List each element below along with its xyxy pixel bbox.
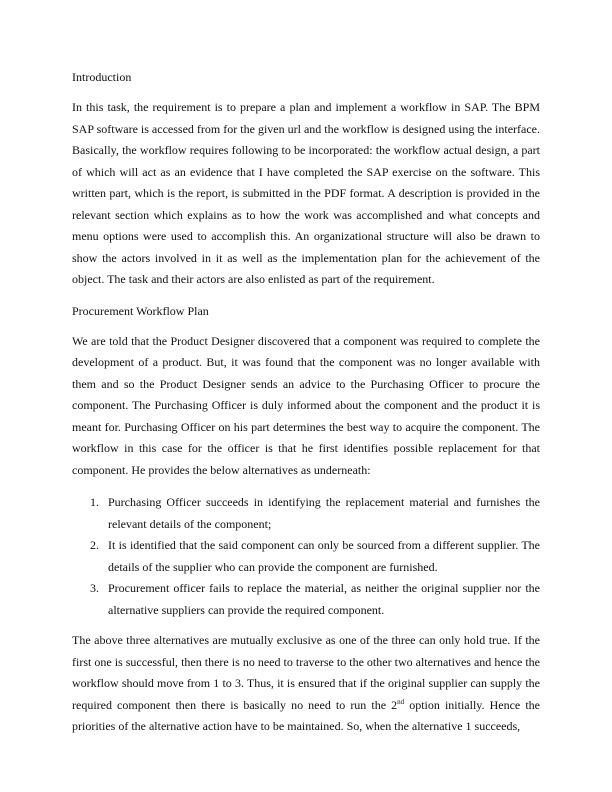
list-item — [72, 535, 540, 578]
list-item-text: Purchasing Officer succeeds in identifying the replacement material and furnishes the relevant details of the component; — [108, 495, 540, 531]
list-item-text: It is identified that the said component can only be sourced from a different supplier. The details of the supplier who can provide the component are furnished. — [108, 538, 540, 574]
closing-text-after: option initially. Hence the priorities of the alternative action have to be maintained. So, when the alternative 1 succeeds, — [72, 697, 540, 733]
list-item-text: Procurement officer fails to replace the material, as neither the original supplier nor the alternative suppliers can provide the required component. — [108, 581, 540, 617]
list-item-number: 1. — [90, 495, 99, 509]
ordinal-superscript: nd — [397, 697, 405, 706]
closing-paragraph — [72, 630, 540, 738]
list-item-number: 3. — [90, 581, 99, 595]
procurement-heading: Procurement Workflow Plan — [72, 303, 209, 318]
introduction-paragraph: In this task, the requirement is to prepare a plan and implement a workflow in SAP. The BPM SAP software is accessed from for the given url and the workflow is designed using the interface. Basically, the workflow requires following to be incorporated: the workflow actual design, a part of which will act as an evidence that I have completed the SAP exercise on the software. This written part, which is the report, is submitted in the PDF format. A description is provided in the relevant section which explains as to how the work was accomplished and what concepts and menu options were used to accomplish this. An organizational structure will also be drawn to show the actors involved in it as well as the implementation plan for the achievement of the object. The task and their actors are also enlisted as part of the requirement. — [72, 100, 540, 286]
introduction-heading: Introduction — [72, 70, 132, 84]
page-content — [72, 68, 540, 749]
closing-text-before: The above three alternatives are mutually exclusive as one of the three can only hold true. If the first one is successful, then there is no need to traverse to the other two alternatives and hence the workflow should move from 1 to 3. Thus, it is ensured that if the original supplier can supply the required component then there is basically no need to run the 2 — [72, 633, 540, 712]
list-item — [72, 578, 540, 621]
alternatives-list — [72, 492, 540, 621]
list-item-number: 2. — [90, 538, 99, 552]
list-item — [72, 492, 540, 535]
procurement-paragraph: We are told that the Product Designer discovered that a component was required to complete the development of a product. But, it was found that the component was no longer available with them and so the Product Designer sends an advice to the Purchasing Officer to procure the component. The Purchasing Officer is duly informed about the component and the product it is meant for. Purchasing Officer on his part determines the best way to acquire the component. The workflow in this case for the officer is that he first identifies possible replacement for that component. He provides the below alternatives as underneath: — [72, 333, 540, 477]
